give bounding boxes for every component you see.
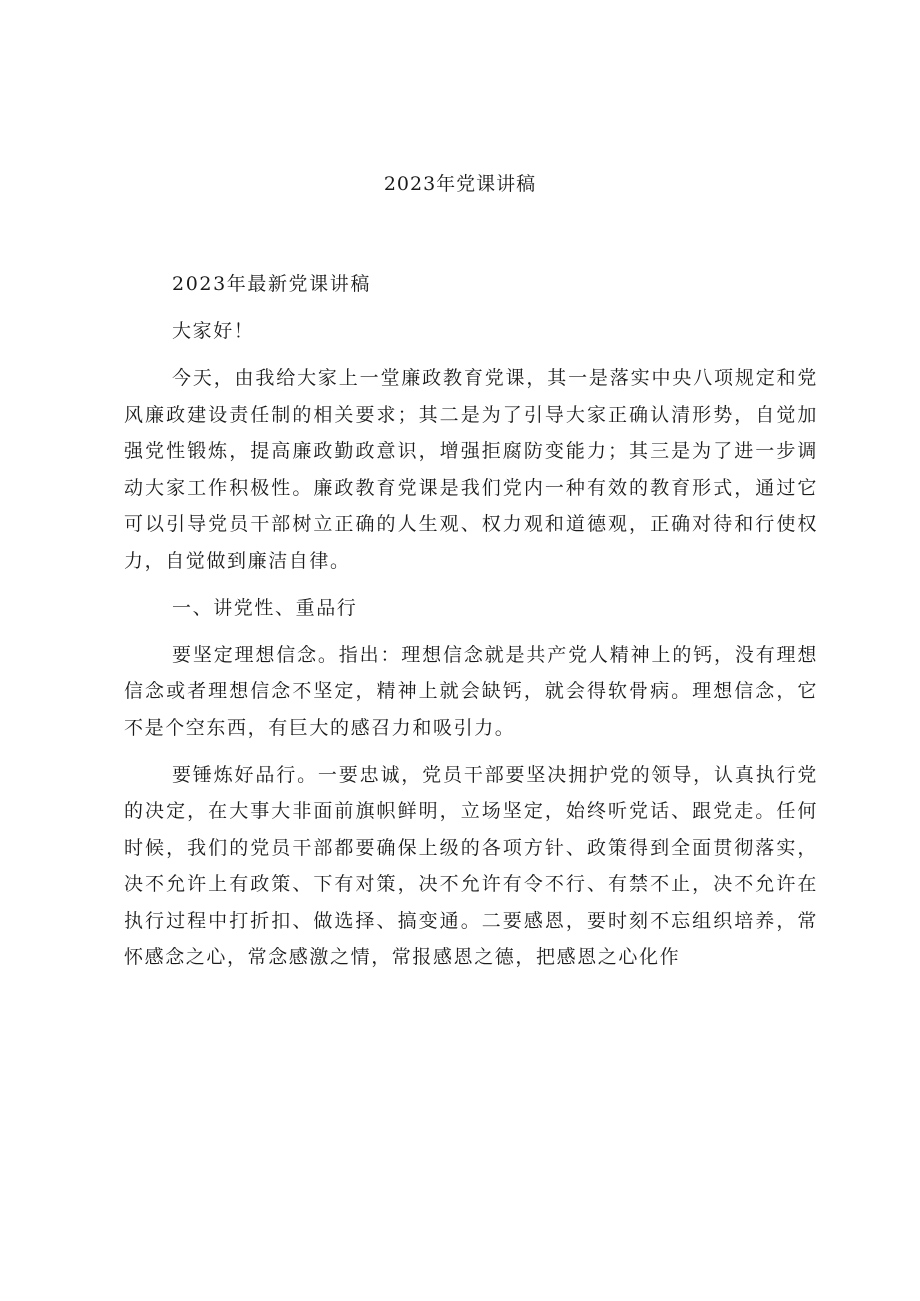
- document-body: [124, 266, 818, 986]
- document-title: 2023年党课讲稿: [383, 173, 537, 195]
- paragraph-intro: 今天，由我给大家上一堂廉政教育党课，其一是落实中央八项规定和党风廉政建设责任制的相关要求；其二是为了引导大家正确认清形势，自觉加强党性锻炼，提高廉政勤政意识，增强拒腐防变能力；其三是为了进一步调动大家工作积极性。廉政教育党课是我们党内一种有效的教育形式，通过它可以引导党员干部树立正确的人生观、权力观和道德观，正确对待和行使权力，自觉做到廉洁自律。: [124, 367, 818, 572]
- paragraph-character: 要锤炼好品行。一要忠诚，党员干部要坚决拥护党的领导，认真执行党的决定，在大事大非面前旗帜鲜明，立场坚定，始终听党话、跟党走。任何时候，我们的党员干部都要确保上级的各项方针、政策得到全面贯彻落实，决不允许上有政策、下有对策，决不允许有令不行、有禁不止，决不允许在执行过程中打折扣、做选择、搞变通。二要感恩，要时刻不忘组织培养，常怀感念之心，常念感激之情，常报感恩之德，把感恩之心化作: [124, 763, 818, 968]
- paragraph-subtitle: 2023年最新党课讲稿: [172, 273, 371, 295]
- paragraph-ideals: 要坚定理想信念。指出：理想信念就是共产党人精神上的钙，没有理想信念或者理想信念不坚定，精神上就会缺钙，就会得软骨病。理想信念，它不是个空东西，有巨大的感召力和吸引力。: [124, 643, 818, 739]
- section-heading: 一、讲党性、重品行: [172, 596, 358, 619]
- paragraph-greeting: 大家好！: [172, 320, 255, 342]
